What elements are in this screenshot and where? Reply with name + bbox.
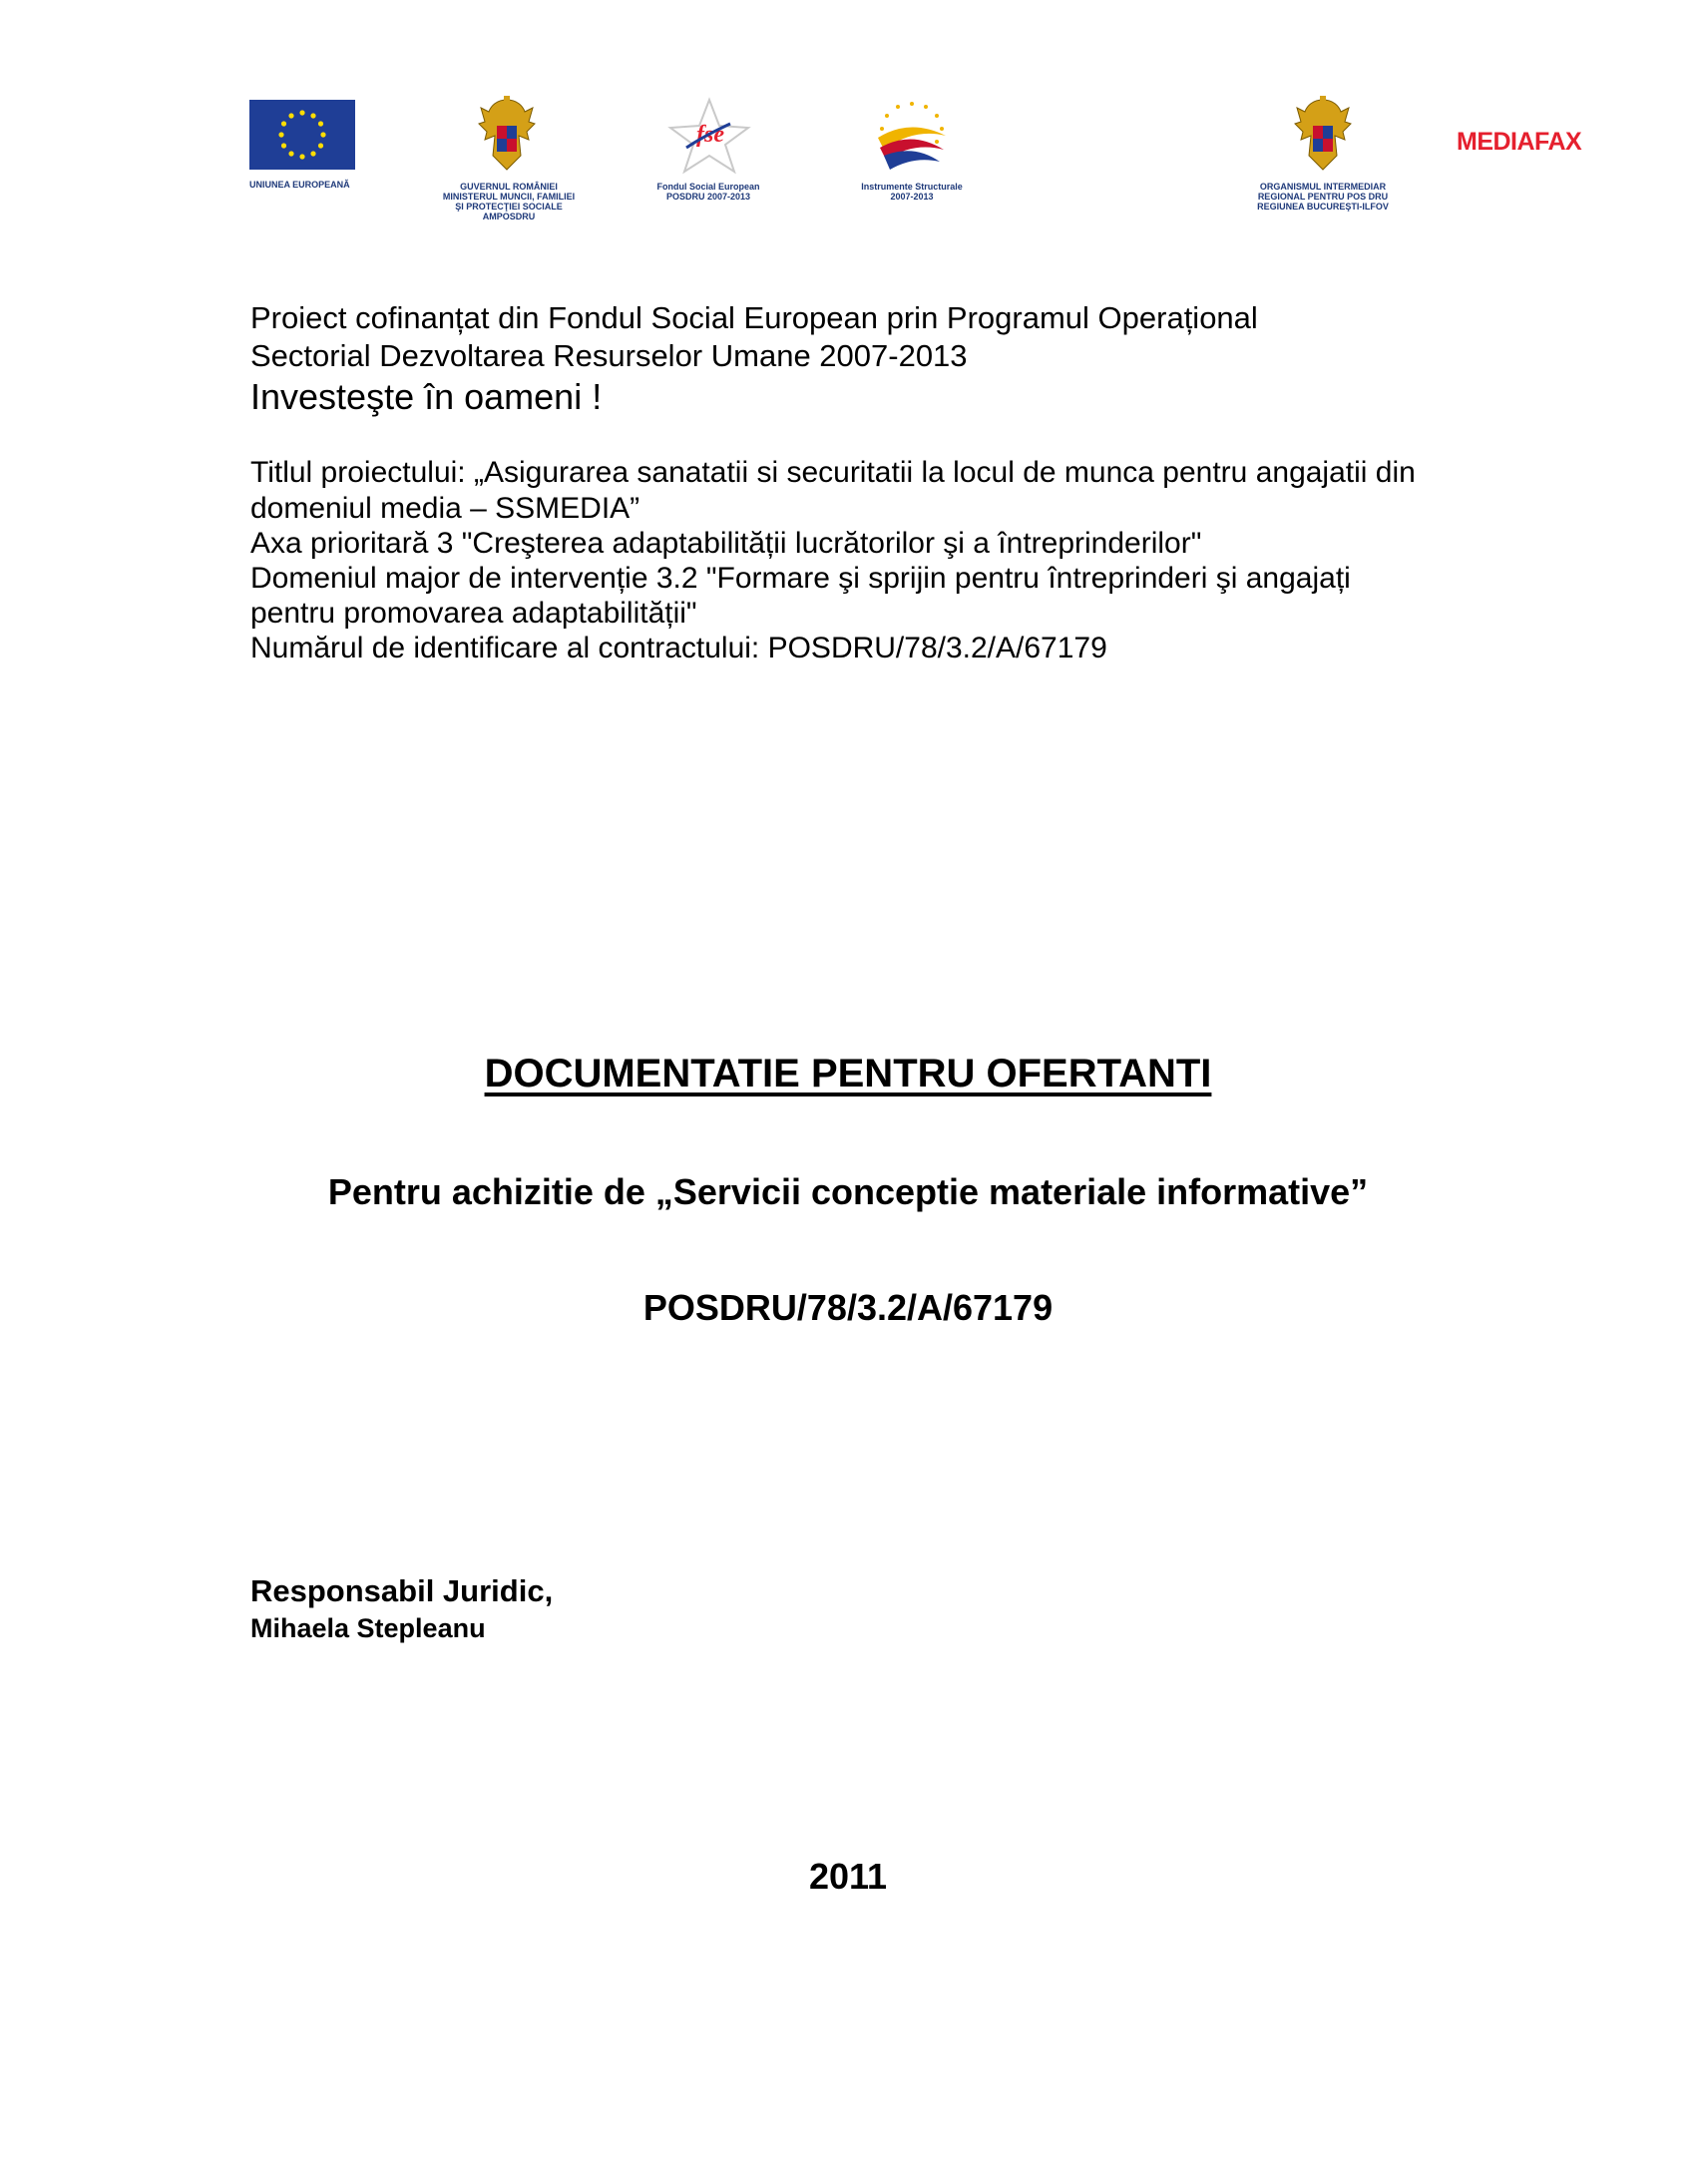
fse-caption [629, 182, 788, 202]
gov-caption-line: AMPOSDRU [482, 212, 536, 221]
document-title: DOCUMENTATIE PENTRU OFERTANTI [484, 1052, 1212, 1095]
document-subtitle: Pentru achizitie de „Servicii conceptie materiale informative” [327, 1171, 1369, 1212]
intervention-domain-line-1: Domeniul major de intervenție 3.2 "Formare şi sprijin pentru întreprinderi şi angajați [250, 562, 1351, 595]
fse-mark-text: fse [696, 122, 724, 148]
intervention-domain-line-2: pentru promovarea adaptabilității" [250, 597, 697, 630]
responsible-name: Mihaela Stepleanu [250, 1613, 486, 1643]
gov-caption-line: MINISTERUL MUNCII, FAMILIEI [442, 192, 576, 202]
intro-line-2: Sectorial Dezvoltarea Resurselor Umane 2007-2013 [250, 338, 968, 373]
gov-caption [429, 182, 589, 221]
oi-caption-line: REGIUNEA BUCUREŞTI-ILFOV [1257, 202, 1389, 212]
document-year: 2011 [808, 1856, 888, 1897]
priority-axis: Axa prioritară 3 "Creşterea adaptabilității lucrătorilor şi a întreprinderilor" [250, 527, 1202, 560]
fse-star-logo [664, 96, 754, 176]
responsible-role: Responsabil Juridic, [250, 1573, 554, 1608]
is-caption [832, 182, 992, 202]
is-caption-line: Instrumente Structurale [861, 182, 963, 192]
eu-flag-logo [249, 100, 355, 170]
project-title-line-2: domeniul media – SSMEDIA” [250, 492, 640, 525]
coat-of-arms-logo [477, 96, 537, 176]
oi-caption-line: ORGANISMUL INTERMEDIAR [1259, 182, 1387, 192]
fse-caption-line: Fondul Social European [656, 182, 760, 192]
intro-line-1: Proiect cofinanțat din Fondul Social European prin Programul Operațional [250, 300, 1258, 335]
gov-caption-line: ŞI PROTECŢIEI SOCIALE [455, 202, 563, 212]
mediafax-logo: MEDIAFAX [1457, 128, 1582, 156]
gov-caption-line: GUVERNUL ROMÂNIEI [460, 182, 558, 192]
project-title-line-1: Titlul proiectului: „Asigurarea sanatatii si securitatii la locul de munca pentru angajatii din [250, 456, 1416, 489]
is-caption-line: 2007-2013 [890, 192, 934, 202]
structural-instruments-logo [870, 98, 954, 178]
oi-caption-line: REGIONAL PENTRU POS DRU [1257, 192, 1389, 202]
eu-caption: UNIUNEA EUROPEANĂ [249, 180, 350, 190]
oi-caption [1243, 182, 1403, 212]
oi-coat-of-arms-logo [1293, 96, 1353, 176]
document-code: POSDRU/78/3.2/A/67179 [642, 1287, 1054, 1328]
slogan: Investeşte în oameni ! [250, 376, 603, 417]
fse-caption-line: POSDRU 2007-2013 [665, 192, 751, 202]
contract-number: Numărul de identificare al contractului: POSDRU/78/3.2/A/67179 [250, 632, 1107, 664]
